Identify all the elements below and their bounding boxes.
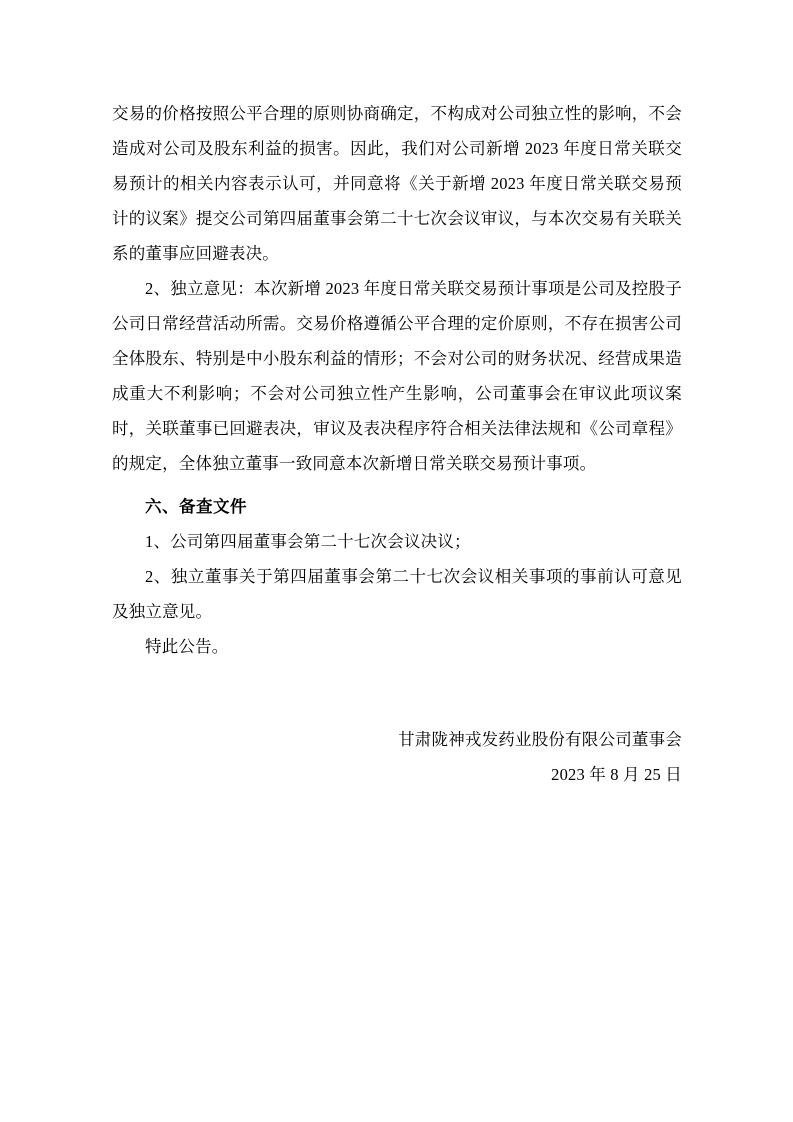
- section-heading-reference-documents: 六、备查文件: [145, 497, 247, 516]
- reference-item-1: 1、公司第四届董事会第二十七次会议决议；: [145, 532, 471, 551]
- paragraph-opinion-intro: 交易的价格按照公平合理的原则协商确定，不构成对公司独立性的影响，不会造成对公司及股东利益的损害。因此，我们对公司新增 2023 年度日常关联交易预计的相关内容表示认可，并同意将《关于新增 2023 年度日常关联交易预计的议案》提交公司第四届董事会第二十七次会议审议，与本次交易有关联关系的董事应回避表决。: [112, 104, 682, 263]
- paragraph-independent-opinion: 2、独立意见：本次新增 2023 年度日常关联交易预计事项是公司及控股子公司日常经营活动所需。交易价格遵循公平合理的定价原则，不存在损害公司全体股东、特别是中小股东利益的情形；不会对公司的财务状况、经营成果造成重大不利影响；不会对公司独立性产生影响，公司董事会在审议此项议案时，关联董事已回避表决，审议及表决程序符合相关法律法规和《公司章程》的规定，全体独立董事一致同意本次新增日常关联交易预计事项。: [112, 279, 682, 473]
- document-body: [112, 96, 682, 792]
- signature-company: 甘肃陇神戎发药业股份有限公司董事会: [398, 730, 682, 749]
- section-spacer: [112, 481, 682, 483]
- signature-block: [112, 722, 682, 792]
- closing-statement: 特此公告。: [145, 637, 229, 656]
- reference-item-2: 2、独立董事关于第四届董事会第二十七次会议相关事项的事前认可意见及独立意见。: [112, 567, 682, 621]
- signature-date: 2023 年 8 月 25 日: [551, 765, 682, 784]
